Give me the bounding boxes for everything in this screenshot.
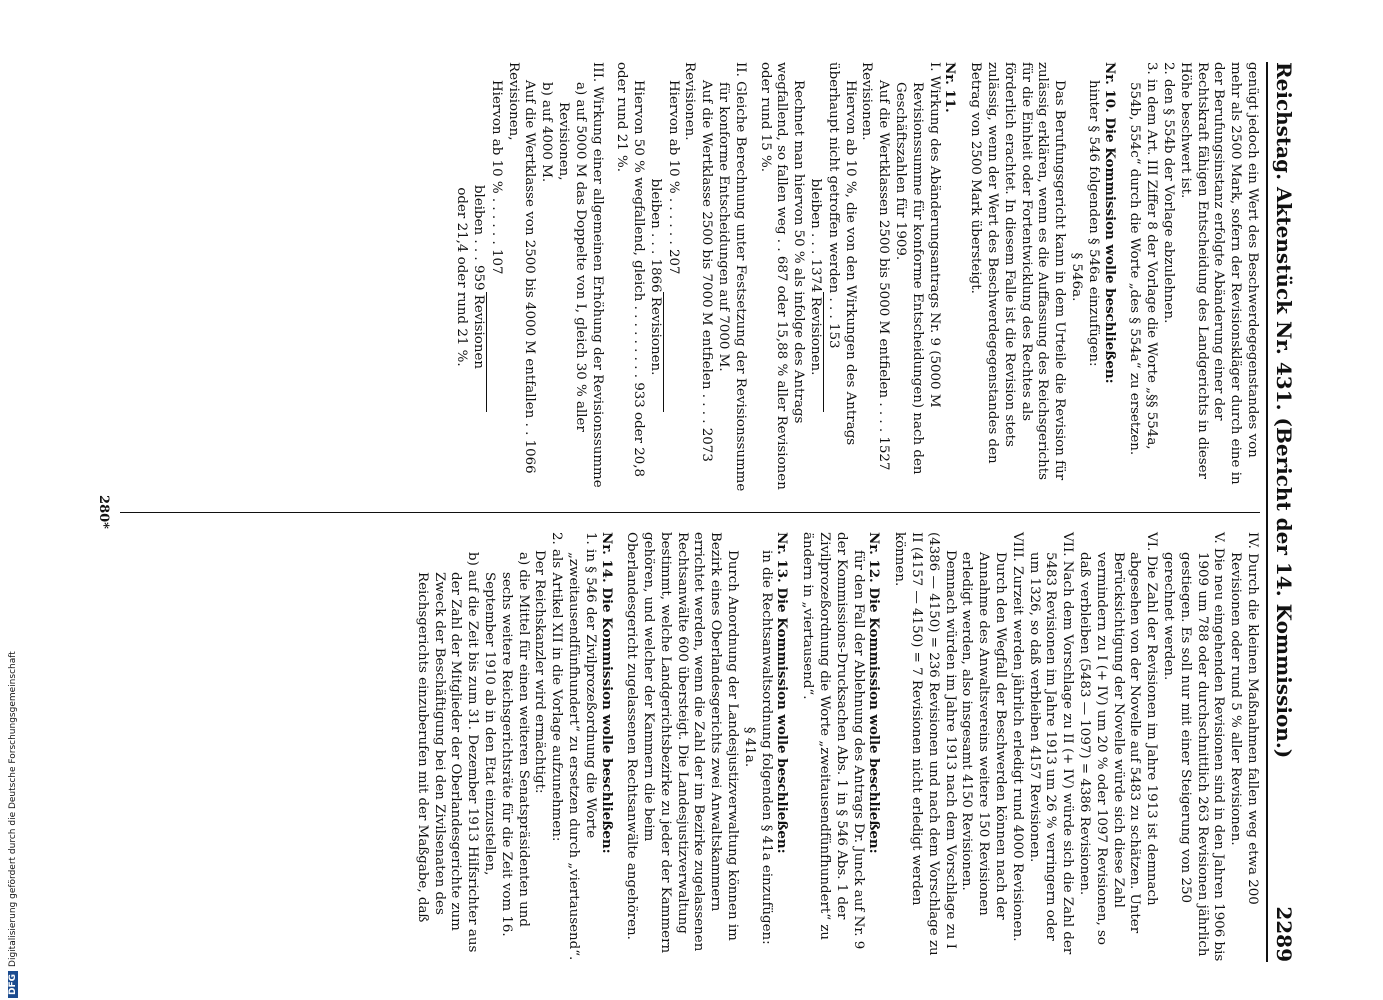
digitization-text: Digitalisierung gefördert durch die Deutsche Forschungsgemeinschaft bbox=[8, 651, 18, 967]
paragraph: III. Wirkung einer allgemeinen Erhöhung der Revisionssumme bbox=[589, 62, 605, 488]
paragraph: II. Gleiche Berechnung unter Festsetzung der Revisionssumme für konforme Entscheidungen auf 7000 M. bbox=[716, 62, 748, 492]
paragraph: Hiervon 50 % wegfallend, gleich . . . . . . . . . 933 oder 20,8 oder rund 21 %. bbox=[614, 62, 647, 478]
paragraph: genügt jedoch ein Wert des Beschwerdegegenstandes von mehr als 2500 Mark, sofern der Revisionskläger durch eine in der Berufungsinstanz erfolgte Abänderung einer der Rechtskraft fähigen Entscheidung des Landgerichts in dieser Höhe beschwert ist. bbox=[1177, 62, 1260, 485]
paragraph: in die Rechtsanwaltsordnung folgenden § 41a einzufügen: bbox=[758, 550, 774, 945]
section-heading: Nr. 11. bbox=[942, 62, 959, 113]
paragraph: für den Fall der Ablehnung des Antrags Dr. Junck auf Nr. 9 der Kommissions-Drucksachen Abs. 1 in § 546 Abs. 1 der Zivilprozeßordnung die Worte „zweitausendfünfhundert“ zu ändern in „viertausend“. bbox=[800, 532, 866, 950]
paragraph: oder 21,4 oder rund 21 %. bbox=[454, 187, 470, 367]
list-item: a) auf 5000 M das Doppelte von I, gleich 30 % aller Revisionen, bbox=[555, 82, 588, 432]
section-symbol: § 41a. bbox=[741, 726, 757, 768]
dfg-logo: DFG bbox=[8, 971, 18, 998]
calc-result: bleiben . . . 1866 Revisionen. bbox=[647, 178, 663, 376]
calc-line: Hiervon ab 10 % . . . . . . 207 bbox=[665, 80, 681, 275]
page-number: 2289 bbox=[1272, 906, 1296, 962]
calc-line: Auf die Wertklassen 2500 bis 5000 M entfielen . . . . 1527 Revisionen. bbox=[859, 62, 892, 471]
section-heading: Nr. 13. Die Kommission wolle beschließen: bbox=[774, 532, 791, 854]
right-column bbox=[413, 532, 1260, 962]
list-item: 3. in dem Art. III Ziffer 8 der Vorlage die Worte „§§ 554a, 554b, 554c“ durch die Worte „des § 554a“ zu ersetzen. bbox=[1127, 62, 1160, 456]
paragraph: I. Wirkung des Abänderungsantrags Nr. 9 (5000 M Revisionssumme für konforme Entscheidungen) nach den Geschäftszahlen für 1909. bbox=[893, 62, 942, 475]
list-item: VIII. Zurzeit werden jährlich erledigt rund 4000 Revisionen. Durch den Wegfall der Beschwerden können nach der Annahme des Anwaltsvereins weitere 150 Revisionen erledigt werden, also insgesamt 4150 Revisionen. bbox=[959, 532, 1025, 942]
list-item: 1. in § 546 der Zivilprozeßordnung die Worte „zweitausendfünfhundert“ zu ersetzen durch „viertausend“. bbox=[565, 532, 598, 961]
calc-result: bleiben . . . 959 Revisionen bbox=[470, 184, 486, 370]
list-item: b) auf 4000 M. bbox=[539, 82, 555, 183]
calc-line: Auf die Wertklasse von 2500 bis 4000 M entfallen . . 1066 Revisionen, bbox=[505, 62, 538, 474]
calc-line: Hiervon ab 10 % . . . . . . 107 bbox=[488, 80, 504, 275]
paragraph: hinter § 546 folgenden § 546a einzufügen: bbox=[1085, 80, 1101, 367]
page-footer: 280* bbox=[96, 495, 111, 529]
paragraph: Demnach würden im Jahre 1913 nach dem Vorschlage zu I (4386 — 4150) = 236 Revisionen und nach dem Vorschlage zu II (4157 — 4150) = 7 Revisionen nicht erledigt werden können. bbox=[892, 532, 958, 956]
page-header bbox=[1270, 62, 1296, 962]
list-item: b) auf die Zeit bis zum 31. Dezember 1913 Hilfsrichter aus der Zahl der Mitglieder der Oberlandesgerichte zum Zweck der Beschäftigung bei den Zivilsenaten des Reichsgerichts einzuberufen mit der Maßgabe, daß bbox=[414, 552, 481, 953]
section-heading: Nr. 14. Die Kommission wolle beschließen: bbox=[598, 532, 615, 854]
column-divider bbox=[120, 512, 1260, 513]
left-column bbox=[452, 62, 1260, 492]
calc-line: Auf die Wertklasse 2500 bis 7000 M entfielen . . . . 2073 Revisionen. bbox=[682, 62, 715, 462]
paragraph: Durch Anordnung der Landesjustizverwaltung können im Bezirk eines Oberlandesgerichts zwei Anwaltskammern errichtet werden, wenn die Zahl der im Bezirke zugelassenen Rechtsanwälte 600 übersteigt. Die Landesjustizverwaltung bestimmt, welche Landgerichtsbezirke zu jeder der Kammern gehören, und welcher der Kammern die beim Oberlandesgericht zugelassenen Rechtsanwälte angehören. bbox=[624, 532, 741, 954]
header-title: Reichstag. Aktenstück Nr. 431. (Bericht der 14. Kommission.) bbox=[1272, 62, 1296, 759]
list-item: VI. Die Zahl der Revisionen im Jahre 1913 ist demnach abgesehen von der Novelle auf 5483 zu schätzen. Unter Berücksichtigung der Novelle würde sich diese Zahl vermindern zu I (+ IV) um 20 % oder 1097 Revisionen, so daß verbleiben (5483 — 1097) = 4386 Revisionen. bbox=[1077, 532, 1160, 945]
section-heading: Nr. 10. Die Kommission wolle beschließen: bbox=[1101, 62, 1118, 384]
section-symbol: § 546a. bbox=[1069, 252, 1085, 302]
list-item: IV. Durch die kleinen Maßnahmen fallen weg etwa 200 Revisionen oder rund 5 % aller Revisionen. bbox=[1228, 532, 1260, 905]
paragraph: Der Reichskanzler wird ermächtigt: bbox=[532, 550, 548, 794]
list-item: a) die Mittel für einen weiteren Senatspräsidenten und sechs weitere Reichsgerichtsräte für die Zeit vom 16. September 1910 ab in den Etat einzustellen, bbox=[481, 552, 531, 937]
list-item: VII. Nach dem Vorschlage zu II (+ IV) würde sich die Zahl der 5483 Revisionen im Jahre 1913 um 26 % verringern oder um 1326, so daß verbleiben 4157 Revisionen. bbox=[1026, 532, 1076, 955]
calc-line: Hiervon ab 10 %, die von den Wirkungen des Antrags überhaupt nicht getroffen werden . . . 153 bbox=[825, 62, 858, 446]
list-item: 2. den § 554b der Vorlage abzulehnen. bbox=[1161, 62, 1177, 324]
paragraph: Rechnet man hiervon 50 % als infolge des Antrags wegfallend, so fallen weg . . 687 oder 15,88 % aller Revisionen oder rund 15 %. bbox=[757, 62, 807, 490]
list-item: 2. als Artikel XII in die Vorlage aufzunehmen: bbox=[549, 532, 565, 842]
rotated-document-sheet bbox=[86, 62, 1296, 962]
header-rule bbox=[1266, 62, 1268, 962]
digitization-note bbox=[8, 138, 18, 998]
section-heading: Nr. 12. Die Kommission wolle beschließen: bbox=[866, 532, 883, 854]
list-item: V. Die neu eingehenden Revisionen sind in den Jahren 1906 bis 1909 um 788 oder durchschnittlich 263 Revisionen jährlich gestiegen. Es soll nur mit einer Steigerung von 250 gerechnet werden. bbox=[1161, 532, 1227, 962]
calc-result: bleiben . . . 1374 Revisionen. bbox=[808, 178, 824, 376]
paragraph: Das Berufungsgericht kann in dem Urteile die Revision für zulässig erklären, wenn es die Auffassung des Reichsgerichts für die Einheit oder Fortentwicklung des Rechtes als förderlich erachtet. In diesem Falle ist die Revision stets zulässig, wenn der Wert des Beschwerdegegenstandes den Betrag von 2500 Mark übersteigt. bbox=[968, 62, 1068, 481]
